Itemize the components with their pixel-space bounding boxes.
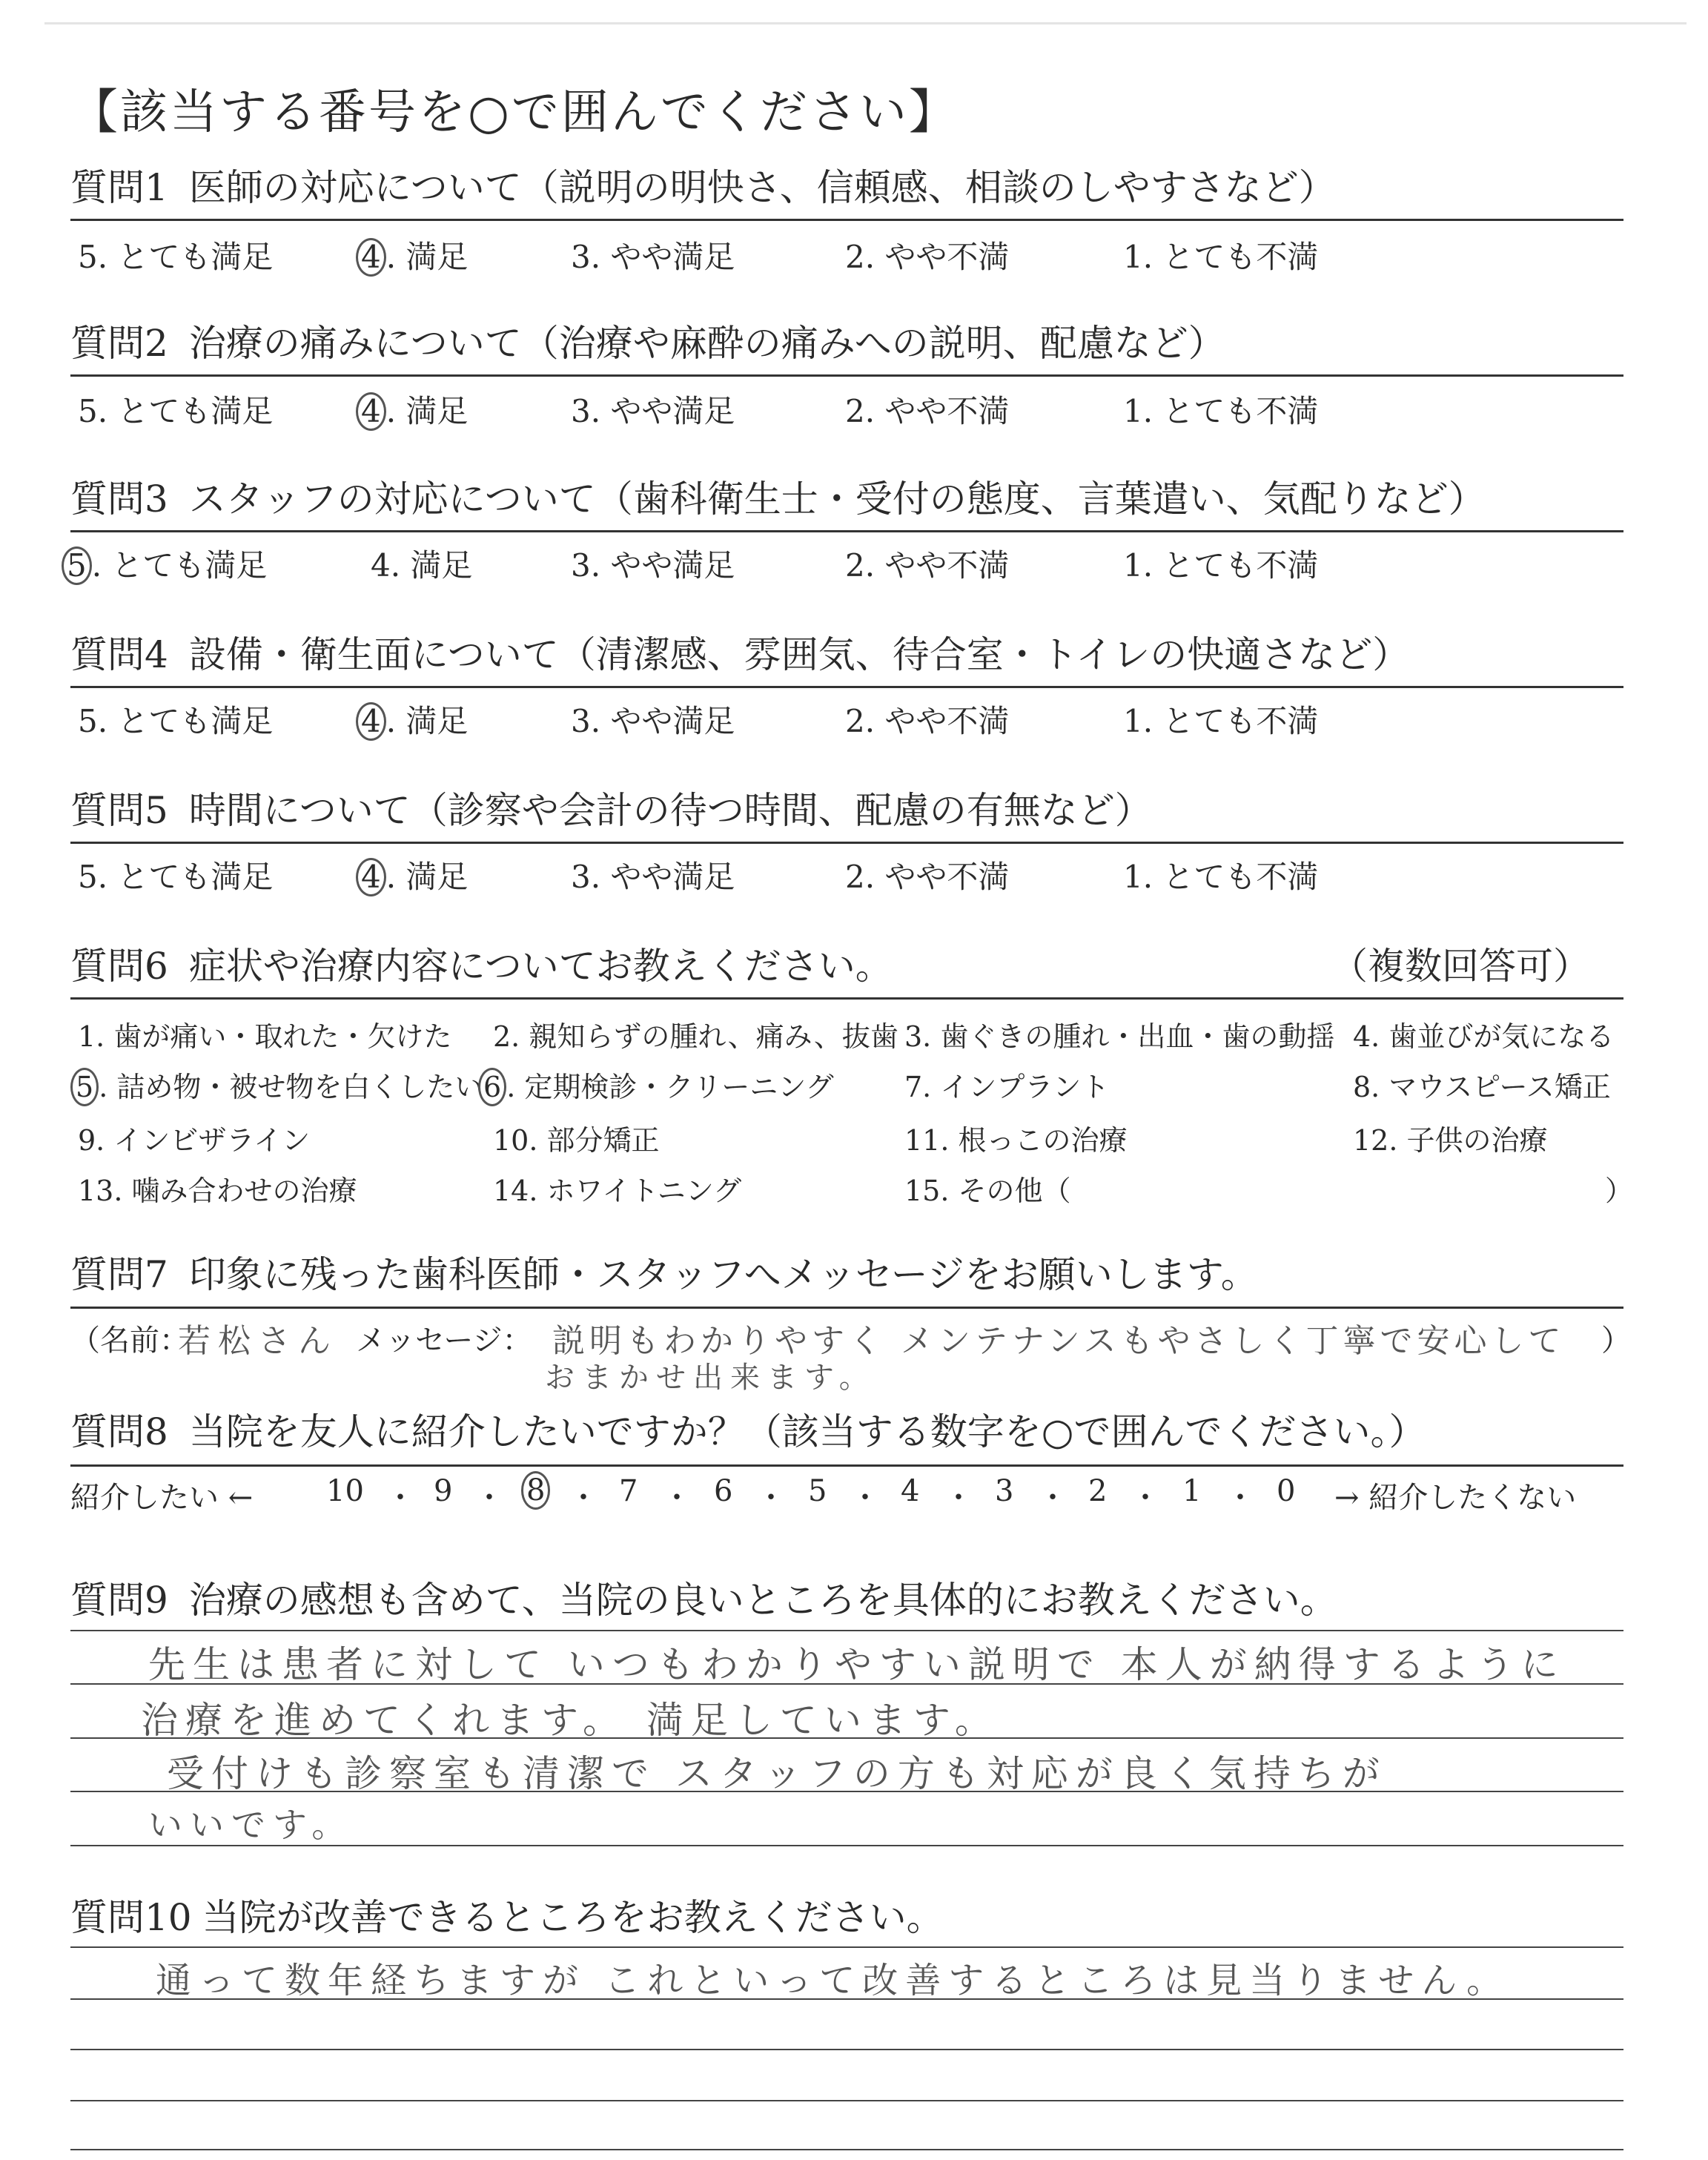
scale-value[interactable]: 5 [808, 1474, 827, 1508]
question-number: 質問7 [70, 1253, 168, 1296]
scale-dot: ・ [1225, 1481, 1255, 1515]
answer-line [70, 1946, 1623, 1948]
scale-value[interactable]: 9 [434, 1474, 453, 1508]
scale-dot: ・ [474, 1481, 504, 1515]
question-4 [70, 632, 1620, 739]
question-title: スタッフの対応について（歯科衛生士・受付の態度、言葉遣い、気配りなど） [188, 478, 1486, 521]
answer-line [70, 1630, 1623, 1631]
handwritten-answer-line[interactable]: 治療を進めてくれます。 満足しています。 [141, 1699, 999, 1742]
handwritten-answer-line[interactable]: 受付けも診察室も清潔で スタッフの方も対応が良く気持ちが [167, 1752, 1387, 1795]
answer-line [70, 2049, 1623, 2050]
message-handwritten-line1[interactable]: 説明もわかりやすく メンテナンスもやさしく丁寧で安心して [552, 1322, 1566, 1360]
option-1[interactable]: 1. とても不満 [1123, 703, 1319, 739]
question-number: 質問4 [70, 633, 168, 676]
answer-line [70, 2149, 1623, 2150]
scale-value[interactable]: 3 [995, 1474, 1014, 1508]
option-4-selected[interactable]: 4 . 満足 [356, 697, 468, 742]
question-number: 質問2 [70, 322, 168, 365]
symptom-option[interactable]: 2. 親知らずの腫れ、痛み、抜歯 [493, 1020, 898, 1053]
question-number: 質問10 [70, 1896, 192, 1939]
option-2[interactable]: 2. やや不満 [845, 859, 1010, 895]
scale-dot: ・ [756, 1481, 786, 1515]
symptom-option[interactable]: 11. 根っこの治療 [904, 1124, 1128, 1157]
question-9 [70, 1577, 1620, 1623]
scale-dot: ・ [1131, 1481, 1160, 1515]
scale-right-label: → 紹介したくない [1334, 1481, 1577, 1515]
option-2[interactable]: 2. やや不満 [845, 703, 1010, 739]
symptom-option[interactable]: 12. 子供の治療 [1353, 1124, 1548, 1157]
option-1[interactable]: 1. とても不満 [1123, 393, 1319, 429]
instructions-header: 【該当する番号を○で囲んでください】 [70, 85, 959, 140]
scale-value[interactable]: 10 [326, 1474, 364, 1508]
option-2[interactable]: 2. やや不満 [845, 393, 1010, 429]
title-underline [70, 1464, 1623, 1467]
message-label: メッセージ： [356, 1324, 532, 1358]
question-number: 質問6 [70, 945, 168, 988]
scale-dot: ・ [385, 1481, 415, 1515]
message-handwritten-line2[interactable]: おまかせ出来ます。 [545, 1361, 876, 1395]
question-title: 設備・衛生面について（清潔感、雰囲気、待合室・トイレの快適さなど） [188, 633, 1410, 676]
name-handwritten[interactable]: 若松さん [178, 1322, 338, 1360]
question-6 [70, 943, 1634, 1207]
question-number: 質問9 [70, 1579, 168, 1622]
answer-line [70, 2100, 1623, 2101]
title-underline [70, 219, 1623, 221]
question-3 [67, 476, 1620, 584]
close-paren: ） [1601, 1324, 1631, 1358]
symptom-option[interactable]: 13. 噛み合わせの治療 [78, 1175, 357, 1207]
option-5-selected[interactable]: 5 . とても満足 [62, 541, 267, 586]
option-3[interactable]: 3. やや満足 [571, 393, 735, 429]
title-underline [70, 530, 1623, 532]
handwritten-answer-line[interactable]: いいです。 [148, 1805, 354, 1845]
option-4-selected[interactable]: 4 . 満足 [356, 387, 468, 432]
question-title: 当院を友人に紹介したいですか？（該当する数字を○で囲んでください。） [188, 1410, 1426, 1453]
question-title: 時間について（診察や会計の待つ時間、配慮の有無など） [188, 789, 1152, 832]
scale-value[interactable]: 6 [714, 1474, 733, 1508]
scale-value[interactable]: 7 [619, 1474, 638, 1508]
option-3[interactable]: 3. やや満足 [571, 859, 735, 895]
scale-dot: ・ [662, 1481, 692, 1515]
close-paren: ） [1605, 1175, 1634, 1207]
scale-value[interactable]: 0 [1277, 1474, 1296, 1508]
symptom-option[interactable]: 14. ホワイトニング [493, 1175, 742, 1207]
selection-circle: 6 [478, 1068, 506, 1106]
title-underline [70, 842, 1623, 844]
option-5[interactable]: 5. とても満足 [78, 703, 274, 739]
selection-circle: 4 [356, 858, 386, 896]
question-1 [70, 165, 1620, 275]
option-4-selected[interactable]: 4 . 満足 [356, 853, 468, 897]
symptom-option[interactable]: 10. 部分矯正 [493, 1124, 660, 1157]
top-border [44, 22, 1687, 24]
title-underline [70, 997, 1623, 1000]
option-3[interactable]: 3. やや満足 [571, 239, 735, 275]
symptom-option[interactable]: 1. 歯が痛い・取れた・欠けた [78, 1020, 452, 1053]
question-5 [70, 787, 1620, 895]
symptom-option-selected[interactable]: 6 . 定期検診・クリーニング [478, 1064, 834, 1106]
symptom-option[interactable]: 9. インビザライン [78, 1124, 311, 1157]
symptom-option[interactable]: 7. インプラント [904, 1071, 1110, 1103]
scale-dot: ・ [1038, 1481, 1068, 1515]
question-title: 症状や治療内容についてお教えください。 [188, 945, 893, 988]
question-8 [70, 1409, 1620, 1515]
option-3[interactable]: 3. やや満足 [571, 703, 735, 739]
option-5[interactable]: 5. とても満足 [78, 393, 274, 429]
referral-scale [70, 1474, 1623, 1516]
question-7 [70, 1252, 1631, 1395]
scale-left-label: 紹介したい ← [70, 1481, 254, 1515]
selection-circle: 4 [356, 238, 386, 277]
title-underline [70, 686, 1623, 688]
option-2[interactable]: 2. やや不満 [845, 547, 1010, 584]
message-area [70, 1317, 1631, 1406]
scale-dot: ・ [569, 1481, 598, 1515]
selection-circle: 4 [356, 702, 386, 741]
question-number: 質問3 [70, 478, 168, 521]
question-2 [70, 320, 1620, 429]
selection-circle: 5 [70, 1068, 99, 1106]
question-10 [70, 1895, 1620, 1941]
option-4-selected[interactable]: 4 . 満足 [356, 233, 468, 277]
scale-value[interactable]: 2 [1088, 1474, 1108, 1508]
option-1[interactable]: 1. とても不満 [1123, 239, 1319, 275]
question-title: 治療の痛みについて（治療や麻酔の痛みへの説明、配慮など） [188, 322, 1225, 365]
scale-dot: ・ [850, 1481, 880, 1515]
selection-circle: 8 [521, 1471, 550, 1510]
option-2[interactable]: 2. やや不満 [845, 239, 1010, 275]
handwritten-answer-line[interactable]: 通って数年経ちますが これといって改善するところは見当りません。 [156, 1960, 1510, 2001]
symptom-option[interactable]: 8. マウスピース矯正 [1353, 1071, 1611, 1103]
symptom-option[interactable]: 3. 歯ぐきの腫れ・出血・歯の動揺 [904, 1020, 1335, 1053]
option-5[interactable]: 5. とても満足 [78, 859, 274, 895]
symptom-option[interactable]: 4. 歯並びが気になる [1353, 1020, 1615, 1053]
question-title: 医師の対応について（説明の明快さ、信頼感、相談のしやすさなど） [188, 166, 1336, 209]
scale-value-selected[interactable] [521, 1471, 550, 1510]
title-underline [70, 1307, 1623, 1309]
scale-value[interactable]: 1 [1182, 1474, 1202, 1508]
question-title: 当院が改善できるところをお教えください。 [202, 1896, 944, 1939]
option-4[interactable]: 4. 満足 [371, 547, 473, 584]
question-title: 治療の感想も含めて、当院の良いところを具体的にお教えください。 [188, 1579, 1337, 1622]
selection-circle: 4 [356, 392, 386, 431]
option-1[interactable]: 1. とても不満 [1123, 547, 1319, 584]
question-number: 質問1 [70, 166, 168, 209]
scale-value[interactable]: 4 [901, 1474, 920, 1508]
option-1[interactable]: 1. とても不満 [1123, 859, 1319, 895]
selection-circle: 5 [62, 546, 92, 585]
multiple-answers-note: （複数回答可） [1331, 945, 1590, 988]
question-number: 質問8 [70, 1410, 168, 1453]
scale-dot: ・ [944, 1481, 973, 1515]
option-3[interactable]: 3. やや満足 [571, 547, 735, 584]
name-label: （名前： [70, 1324, 189, 1358]
option-5[interactable]: 5. とても満足 [78, 239, 274, 275]
question-number: 質問5 [70, 789, 168, 832]
handwritten-answer-line[interactable]: 先生は患者に対して いつもわかりやすい説明で 本人が納得するように [148, 1643, 1566, 1686]
title-underline [70, 374, 1623, 377]
question-title: 印象に残った歯科医師・スタッフへメッセージをお願いします。 [188, 1253, 1258, 1296]
symptom-option-selected[interactable]: 5 . 詰め物・被せ物を白くしたい [70, 1064, 483, 1106]
symptom-option-other[interactable]: 15. その他（ [904, 1175, 1071, 1207]
